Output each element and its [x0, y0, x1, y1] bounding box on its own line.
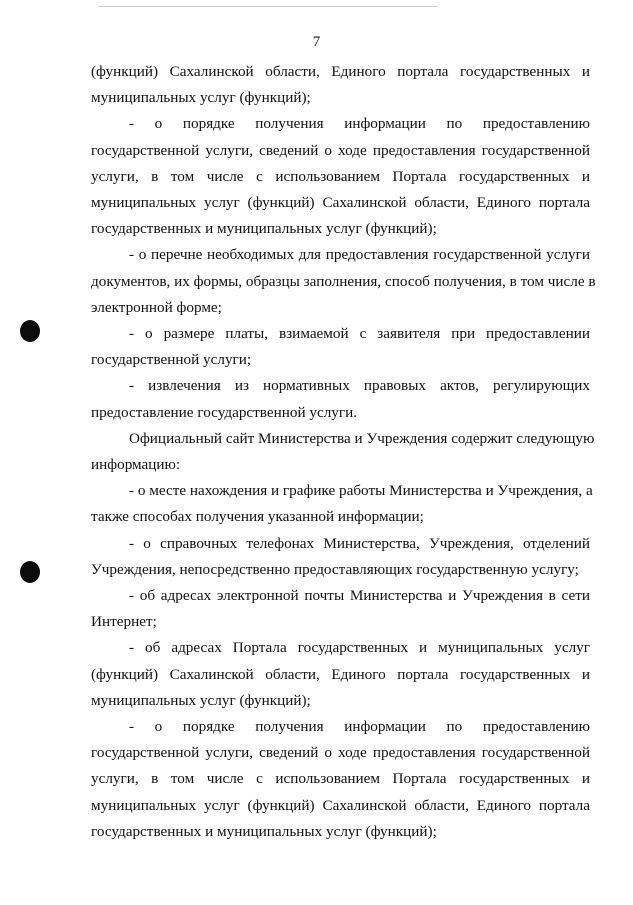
paragraph [91, 714, 590, 845]
text-line: предоставление государственной услуги. [91, 403, 358, 421]
text-line: - о месте нахождения и графике работы Министерства и Учреждения, а [129, 482, 593, 500]
paragraph [91, 426, 595, 478]
text-line: - об адресах Портала государственных и муниципальных услуг [129, 639, 590, 657]
text-line: (функций) Сахалинской области, Единого портала государственных и [91, 63, 590, 80]
text-line: Учреждения, непосредственно предоставляющих государственную услугу; [91, 560, 579, 578]
text-line: - о порядке получения информации по предоставлению [129, 115, 590, 133]
paragraph [91, 242, 596, 321]
text-line: муниципальных услуг (функций) Сахалинской области, Единого портала [91, 194, 590, 212]
text-line: - о перечне необходимых для предоставления государственной услуги [129, 246, 590, 264]
text-line: информацию: [91, 456, 181, 474]
text-line: электронной форме; [91, 298, 222, 316]
paragraph [91, 635, 590, 714]
text-line: - о размере платы, взимаемой с заявителя при предоставлении [129, 325, 590, 343]
text-line: муниципальных услуг (функций) Сахалинской области, Единого портала [91, 796, 590, 814]
text-line: документов, их формы, образцы заполнения, способ получения, в том числе в [91, 272, 596, 290]
page-number: 7 [312, 34, 321, 50]
text-line: государственной услуги, сведений о ходе предоставления государственной [91, 744, 590, 762]
text-line: услуги, в том числе с использованием Портала государственных и [91, 167, 590, 185]
text-line: муниципальных услуг (функций); [91, 89, 311, 107]
text-line: также способах получения указанной информации; [91, 508, 424, 526]
text-line: муниципальных услуг (функций); [91, 691, 311, 709]
text-line: - об адресах электронной почты Министерства и Учреждения в сети [129, 587, 590, 605]
text-line: (функций) Сахалинской области, Единого портала государственных и [91, 665, 590, 683]
text-line: государственной услуги, сведений о ходе предоставления государственной [91, 141, 590, 159]
text-line: - о порядке получения информации по предоставлению [129, 718, 590, 736]
paragraph [91, 111, 590, 242]
text-line: Официальный сайт Министерства и Учреждения содержит следующую [129, 429, 595, 447]
paragraph [91, 373, 590, 425]
scan-edge-line [98, 6, 438, 7]
text-line: услуги, в том числе с использованием Портала государственных и [91, 770, 590, 788]
punch-hole [20, 320, 40, 342]
text-line: Интернет; [91, 613, 157, 631]
text-line: государственных и муниципальных услуг (функций); [91, 822, 437, 840]
paragraph [91, 321, 590, 373]
paragraph [91, 583, 590, 635]
text-line: - извлечения из нормативных правовых актов, регулирующих [129, 377, 590, 395]
text-line: государственных и муниципальных услуг (функций); [91, 220, 437, 238]
document-body [91, 59, 596, 845]
punch-hole [20, 561, 40, 583]
paragraph [91, 59, 590, 111]
paragraph [91, 478, 593, 530]
paragraph [91, 531, 590, 583]
text-line: - о справочных телефонах Министерства, Учреждения, отделений [129, 534, 590, 552]
text-line: государственной услуги; [91, 351, 252, 369]
